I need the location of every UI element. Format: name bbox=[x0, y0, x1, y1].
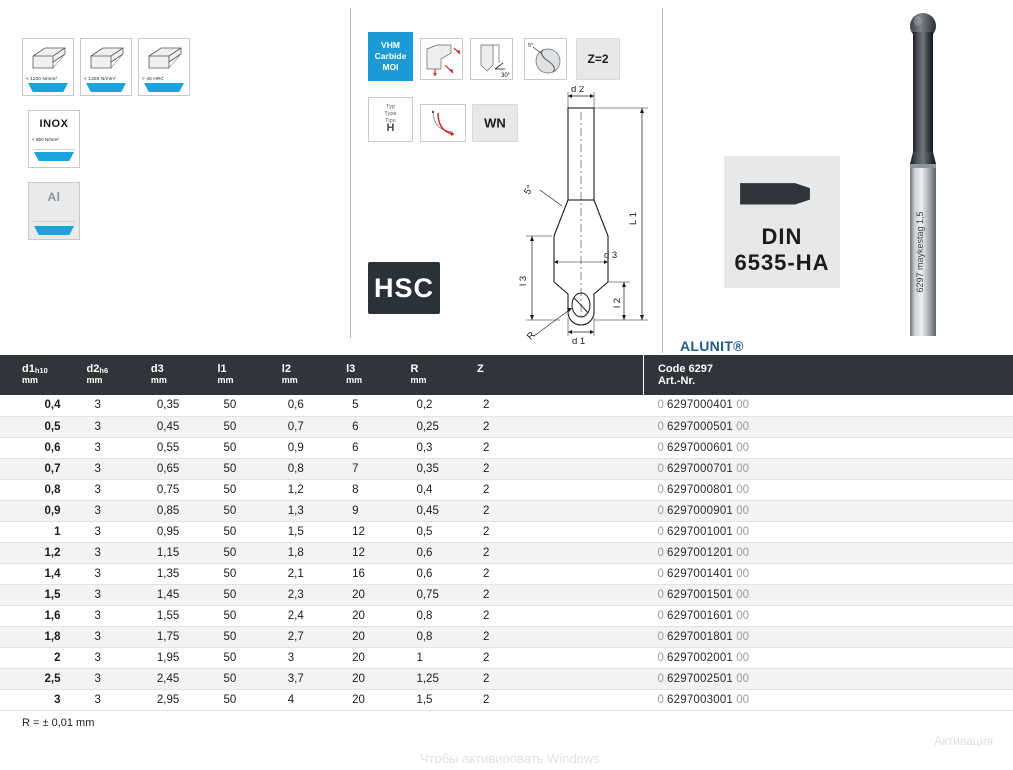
cell-z: 2 bbox=[477, 395, 544, 416]
divider bbox=[33, 149, 75, 150]
material-caption: < 850 N/mm² bbox=[32, 137, 59, 142]
cell-article-number: 0 6297000601 00 bbox=[643, 437, 1013, 458]
wn-label: WN bbox=[484, 115, 506, 131]
svg-text:l 2: l 2 bbox=[612, 297, 623, 308]
cell-l2: 1,5 bbox=[282, 521, 346, 542]
cell-l2: 0,7 bbox=[282, 416, 346, 437]
cell-d3: 1,75 bbox=[151, 626, 218, 647]
workpiece-iso-icon bbox=[29, 44, 69, 72]
cell-l1: 50 bbox=[217, 689, 281, 710]
cell-d1: 0,6 bbox=[0, 437, 87, 458]
th-code: Code 6297 Art.-Nr. bbox=[643, 355, 1013, 395]
cell-z: 2 bbox=[477, 689, 544, 710]
material-icon-1300 bbox=[80, 38, 132, 96]
cell-d3: 1,55 bbox=[151, 605, 218, 626]
cell-article-number: 0 6297000901 00 bbox=[643, 500, 1013, 521]
table-row bbox=[0, 521, 1013, 542]
workpiece-iso-icon bbox=[87, 44, 127, 72]
cell-r: 0,4 bbox=[410, 479, 477, 500]
cell-l1: 50 bbox=[217, 668, 281, 689]
cell-d2: 3 bbox=[87, 647, 151, 668]
flute-cross-section-icon bbox=[525, 39, 568, 81]
divider-right bbox=[662, 8, 663, 353]
cell-d1: 0,8 bbox=[0, 479, 87, 500]
th-l2: l2 mm bbox=[282, 355, 346, 395]
cell-z: 2 bbox=[477, 542, 544, 563]
cell-article-number: 0 6297002501 00 bbox=[643, 668, 1013, 689]
spec-box-feed-direction bbox=[420, 38, 463, 80]
divider bbox=[33, 221, 75, 222]
table-row bbox=[0, 626, 1013, 647]
cell-l1: 50 bbox=[217, 479, 281, 500]
cell-d3: 0,95 bbox=[151, 521, 218, 542]
cell-d3: 2,95 bbox=[151, 689, 218, 710]
cell-l2: 1,2 bbox=[282, 479, 346, 500]
cell-d2: 3 bbox=[87, 395, 151, 416]
cell-spacer bbox=[544, 668, 644, 689]
cell-d2: 3 bbox=[87, 479, 151, 500]
watermark-line1: Активация bbox=[934, 734, 993, 748]
cell-d3: 1,45 bbox=[151, 584, 218, 605]
hsc-label: HSC bbox=[373, 272, 434, 303]
watermark-line2: Чтобы активировать Windows bbox=[420, 751, 600, 766]
material-caption: < 1100 N/mm² bbox=[26, 76, 58, 81]
svg-text:d 1: d 1 bbox=[572, 336, 586, 347]
cell-spacer bbox=[544, 584, 644, 605]
table-row bbox=[0, 458, 1013, 479]
spec-box-geometry bbox=[420, 104, 466, 142]
th-d2: d2h6 mm bbox=[87, 355, 151, 395]
cell-l1: 50 bbox=[217, 626, 281, 647]
cell-r: 0,8 bbox=[410, 626, 477, 647]
cell-d2: 3 bbox=[87, 437, 151, 458]
cell-l1: 50 bbox=[217, 458, 281, 479]
cell-l2: 4 bbox=[282, 689, 346, 710]
cell-article-number: 0 6297000401 00 bbox=[643, 395, 1013, 416]
svg-text:L 1: L 1 bbox=[628, 212, 639, 225]
material-caption: > 45 HRC bbox=[142, 76, 164, 81]
cell-r: 0,25 bbox=[410, 416, 477, 437]
cell-d2: 3 bbox=[87, 584, 151, 605]
cell-z: 2 bbox=[477, 605, 544, 626]
cell-d2: 3 bbox=[87, 542, 151, 563]
cell-l3: 12 bbox=[346, 521, 410, 542]
cell-d3: 1,35 bbox=[151, 563, 218, 584]
cell-d1: 0,5 bbox=[0, 416, 87, 437]
cell-l3: 20 bbox=[346, 626, 410, 647]
flute-count-label: Z=2 bbox=[587, 52, 609, 66]
cell-l1: 50 bbox=[217, 521, 281, 542]
spec-vhm-label: VHM Carbide MOI bbox=[374, 40, 407, 72]
specification-table bbox=[0, 355, 1013, 711]
cell-spacer bbox=[544, 458, 644, 479]
blue-chip-indicator bbox=[86, 83, 126, 92]
cell-spacer bbox=[544, 479, 644, 500]
cell-l2: 1,8 bbox=[282, 542, 346, 563]
cell-z: 2 bbox=[477, 437, 544, 458]
cell-spacer bbox=[544, 521, 644, 542]
cell-l2: 0,9 bbox=[282, 437, 346, 458]
table-row bbox=[0, 542, 1013, 563]
cell-d1: 2 bbox=[0, 647, 87, 668]
cell-z: 2 bbox=[477, 416, 544, 437]
hsc-badge bbox=[368, 262, 440, 314]
angle-30-icon bbox=[471, 39, 514, 81]
svg-text:5°: 5° bbox=[528, 43, 534, 49]
cell-r: 0,75 bbox=[410, 584, 477, 605]
cell-l2: 2,4 bbox=[282, 605, 346, 626]
svg-text:5°: 5° bbox=[522, 183, 537, 197]
cell-l3: 6 bbox=[346, 437, 410, 458]
cell-d1: 1,8 bbox=[0, 626, 87, 647]
cell-d2: 3 bbox=[87, 668, 151, 689]
cell-spacer bbox=[544, 500, 644, 521]
cell-d2: 3 bbox=[87, 521, 151, 542]
technical-drawing bbox=[500, 86, 660, 348]
cell-z: 2 bbox=[477, 647, 544, 668]
cell-d3: 0,55 bbox=[151, 437, 218, 458]
cell-d2: 3 bbox=[87, 458, 151, 479]
cell-r: 0,5 bbox=[410, 521, 477, 542]
cell-l3: 16 bbox=[346, 563, 410, 584]
th-l1: l1 mm bbox=[217, 355, 281, 395]
cell-r: 0,8 bbox=[410, 605, 477, 626]
cell-l2: 3,7 bbox=[282, 668, 346, 689]
cell-spacer bbox=[544, 563, 644, 584]
type-value: H bbox=[386, 122, 395, 134]
cell-l1: 50 bbox=[217, 605, 281, 626]
material-icon-1100 bbox=[22, 38, 74, 96]
cell-r: 1,25 bbox=[410, 668, 477, 689]
cell-z: 2 bbox=[477, 479, 544, 500]
cell-d1: 1,6 bbox=[0, 605, 87, 626]
cell-l3: 20 bbox=[346, 689, 410, 710]
cell-spacer bbox=[544, 395, 644, 416]
svg-text:R: R bbox=[524, 329, 538, 343]
shank-icon bbox=[732, 170, 832, 216]
tool-geometry-icon bbox=[421, 105, 467, 143]
spec-box-angle-30 bbox=[470, 38, 513, 80]
cell-d1: 2,5 bbox=[0, 668, 87, 689]
table-row bbox=[0, 563, 1013, 584]
th-d3: d3 mm bbox=[151, 355, 218, 395]
table-row bbox=[0, 689, 1013, 710]
cell-l2: 2,3 bbox=[282, 584, 346, 605]
cell-r: 0,45 bbox=[410, 500, 477, 521]
svg-text:30°: 30° bbox=[501, 73, 511, 79]
cell-d3: 0,45 bbox=[151, 416, 218, 437]
th-l3: l3 mm bbox=[346, 355, 410, 395]
svg-text:d 3: d 3 bbox=[604, 250, 618, 261]
cell-l2: 2,1 bbox=[282, 563, 346, 584]
cell-article-number: 0 6297000801 00 bbox=[643, 479, 1013, 500]
cell-article-number: 0 6297003001 00 bbox=[643, 689, 1013, 710]
cell-d1: 1 bbox=[0, 521, 87, 542]
cell-l2: 0,6 bbox=[282, 395, 346, 416]
cell-spacer bbox=[544, 437, 644, 458]
svg-text:l 3: l 3 bbox=[518, 275, 529, 286]
cell-article-number: 0 6297001001 00 bbox=[643, 521, 1013, 542]
divider-left bbox=[350, 8, 351, 338]
cell-article-number: 0 6297002001 00 bbox=[643, 647, 1013, 668]
cell-l2: 0,8 bbox=[282, 458, 346, 479]
cell-spacer bbox=[544, 605, 644, 626]
cell-r: 0,3 bbox=[410, 437, 477, 458]
cell-article-number: 0 6297001401 00 bbox=[643, 563, 1013, 584]
cell-d3: 0,35 bbox=[151, 395, 218, 416]
cell-d1: 1,2 bbox=[0, 542, 87, 563]
product-photo bbox=[888, 6, 958, 346]
cell-z: 2 bbox=[477, 500, 544, 521]
table-row bbox=[0, 479, 1013, 500]
cell-d1: 0,7 bbox=[0, 458, 87, 479]
table-header-row bbox=[0, 355, 1013, 395]
th-r: R mm bbox=[410, 355, 477, 395]
cell-article-number: 0 6297000501 00 bbox=[643, 416, 1013, 437]
cell-l3: 20 bbox=[346, 668, 410, 689]
material-icon-45hrc bbox=[138, 38, 190, 96]
table-footnote: R = ± 0,01 mm bbox=[22, 716, 95, 729]
material-icon-al bbox=[28, 182, 80, 240]
table-row bbox=[0, 395, 1013, 416]
th-spacer bbox=[544, 355, 644, 395]
coating-label: ALUNIT® bbox=[680, 338, 744, 354]
cell-l3: 20 bbox=[346, 584, 410, 605]
cell-z: 2 bbox=[477, 668, 544, 689]
workpiece-iso-icon bbox=[145, 44, 185, 72]
cell-d1: 1,5 bbox=[0, 584, 87, 605]
cell-d3: 0,65 bbox=[151, 458, 218, 479]
cell-r: 0,6 bbox=[410, 542, 477, 563]
table-row bbox=[0, 500, 1013, 521]
cell-l3: 6 bbox=[346, 416, 410, 437]
cell-spacer bbox=[544, 416, 644, 437]
cell-l1: 50 bbox=[217, 500, 281, 521]
cell-l3: 8 bbox=[346, 479, 410, 500]
blue-chip-indicator bbox=[28, 83, 68, 92]
cell-article-number: 0 6297001501 00 bbox=[643, 584, 1013, 605]
cell-l2: 2,7 bbox=[282, 626, 346, 647]
cell-d1: 0,4 bbox=[0, 395, 87, 416]
din-badge bbox=[724, 156, 840, 288]
cell-spacer bbox=[544, 647, 644, 668]
cell-z: 2 bbox=[477, 563, 544, 584]
cell-d2: 3 bbox=[87, 626, 151, 647]
table-row bbox=[0, 584, 1013, 605]
cell-l1: 50 bbox=[217, 416, 281, 437]
cell-d2: 3 bbox=[87, 689, 151, 710]
cell-article-number: 0 6297000701 00 bbox=[643, 458, 1013, 479]
table-body bbox=[0, 395, 1013, 710]
cell-spacer bbox=[544, 542, 644, 563]
blue-chip-indicator bbox=[144, 83, 184, 92]
cell-l3: 20 bbox=[346, 605, 410, 626]
material-icon-row bbox=[22, 38, 190, 96]
cell-l1: 50 bbox=[217, 542, 281, 563]
cell-d3: 0,75 bbox=[151, 479, 218, 500]
cell-l1: 50 bbox=[217, 647, 281, 668]
cell-d2: 3 bbox=[87, 500, 151, 521]
cell-d1: 3 bbox=[0, 689, 87, 710]
cell-spacer bbox=[544, 626, 644, 647]
cell-article-number: 0 6297001801 00 bbox=[643, 626, 1013, 647]
cell-l3: 7 bbox=[346, 458, 410, 479]
cell-d1: 1,4 bbox=[0, 563, 87, 584]
product-header-area bbox=[0, 0, 1013, 355]
cell-z: 2 bbox=[477, 458, 544, 479]
spec-box-flutes bbox=[576, 38, 620, 80]
cell-l2: 3 bbox=[282, 647, 346, 668]
cell-l1: 50 bbox=[217, 584, 281, 605]
material-label: Al bbox=[47, 190, 61, 204]
table-row bbox=[0, 437, 1013, 458]
cell-l1: 50 bbox=[217, 563, 281, 584]
material-icon-inox bbox=[28, 110, 80, 168]
material-caption: < 1300 N/mm² bbox=[84, 76, 116, 81]
cell-z: 2 bbox=[477, 521, 544, 542]
cell-d3: 0,85 bbox=[151, 500, 218, 521]
cell-d3: 1,15 bbox=[151, 542, 218, 563]
cell-z: 2 bbox=[477, 626, 544, 647]
cell-d3: 1,95 bbox=[151, 647, 218, 668]
blue-chip-indicator bbox=[34, 226, 74, 235]
cell-l1: 50 bbox=[217, 437, 281, 458]
feed-direction-icon bbox=[421, 39, 464, 81]
cell-spacer bbox=[544, 689, 644, 710]
cell-l1: 50 bbox=[217, 395, 281, 416]
cell-article-number: 0 6297001601 00 bbox=[643, 605, 1013, 626]
svg-text:d 2: d 2 bbox=[571, 86, 585, 95]
cell-r: 1,5 bbox=[410, 689, 477, 710]
cell-article-number: 0 6297001201 00 bbox=[643, 542, 1013, 563]
material-label: INOX bbox=[39, 118, 69, 130]
cell-r: 0,2 bbox=[410, 395, 477, 416]
cell-d2: 3 bbox=[87, 416, 151, 437]
cell-r: 1 bbox=[410, 647, 477, 668]
th-d1: d1h10 mm bbox=[0, 355, 87, 395]
cell-z: 2 bbox=[477, 584, 544, 605]
cell-l3: 20 bbox=[346, 647, 410, 668]
spec-box-vhm bbox=[368, 32, 413, 81]
cell-l3: 5 bbox=[346, 395, 410, 416]
spec-box-type bbox=[368, 97, 413, 142]
din-label: DIN 6535-HA bbox=[734, 224, 830, 275]
cell-r: 0,6 bbox=[410, 563, 477, 584]
blue-chip-indicator bbox=[34, 152, 74, 161]
table-row bbox=[0, 605, 1013, 626]
table-row bbox=[0, 647, 1013, 668]
table-row bbox=[0, 668, 1013, 689]
th-z: Z bbox=[477, 355, 544, 395]
cell-l3: 9 bbox=[346, 500, 410, 521]
bit-engraving-text: 6297 maykestag 1,5 bbox=[915, 211, 925, 293]
cell-d2: 3 bbox=[87, 605, 151, 626]
cell-l2: 1,3 bbox=[282, 500, 346, 521]
cell-d1: 0,9 bbox=[0, 500, 87, 521]
table-row bbox=[0, 416, 1013, 437]
spec-box-flute-section bbox=[524, 38, 567, 80]
type-label: Typ Type Tipo bbox=[384, 104, 397, 124]
cell-d2: 3 bbox=[87, 563, 151, 584]
cell-d3: 2,45 bbox=[151, 668, 218, 689]
cell-r: 0,35 bbox=[410, 458, 477, 479]
cell-l3: 12 bbox=[346, 542, 410, 563]
